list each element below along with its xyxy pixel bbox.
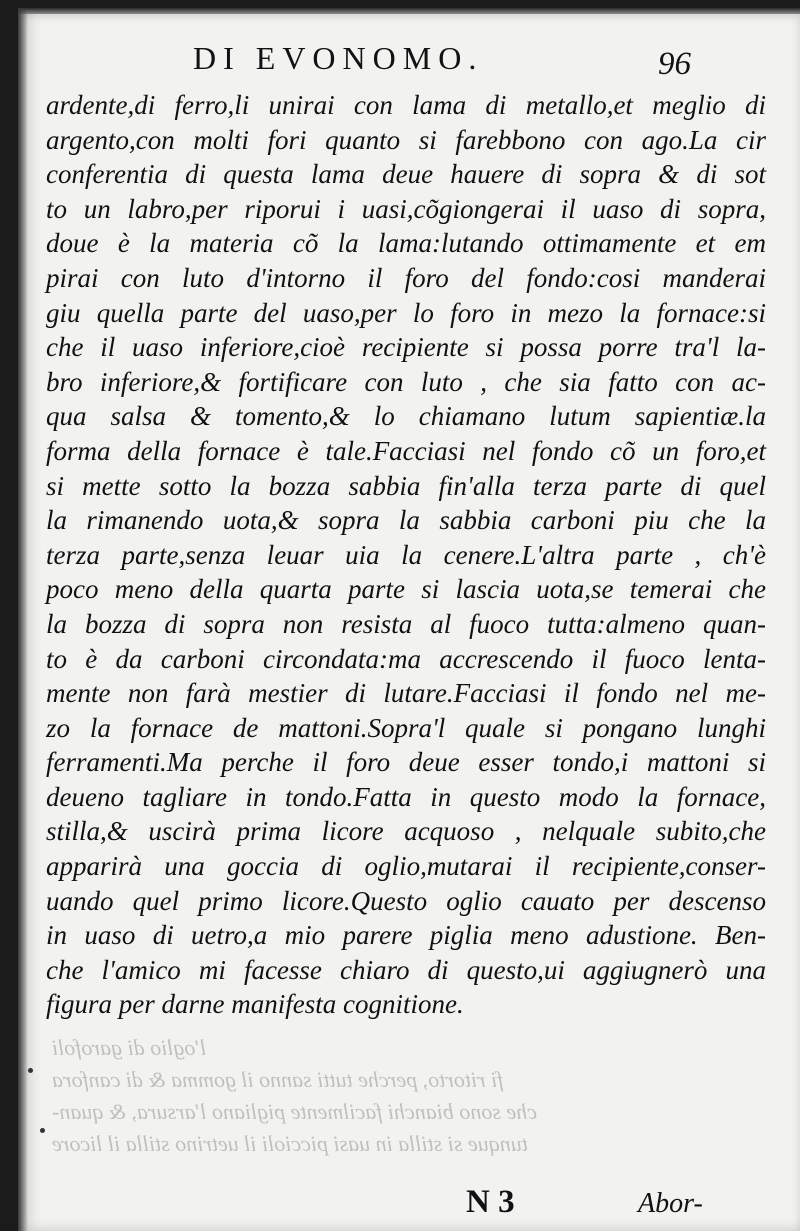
catchword: Abor- — [638, 1188, 703, 1219]
text-line: uando quel primo licore.Questo oglio cauato per descenso — [46, 885, 766, 916]
text-line: qua salsa & tomento,& lo chiamano lutum sapientiæ.la — [46, 401, 766, 432]
book-page — [18, 8, 800, 1231]
body-text — [46, 88, 766, 1022]
text-line: deueno tagliare in tondo.Fatta in questo modo la fornace, — [46, 781, 766, 812]
show-through-line: fi ritorto, perche tutti sanno il gomma & di canfora — [52, 1067, 504, 1092]
running-title: DI EVONOMO. — [193, 40, 484, 76]
text-line: che l'amico mi facesse chiaro di questo,ui aggiugnerò una — [46, 954, 766, 985]
signature-mark: N 3 — [466, 1184, 515, 1220]
text-line: giu quella parte del uaso,per lo foro in mezo la fornace:si — [46, 297, 766, 328]
show-through-line: l'oglio di garofoli — [52, 1035, 207, 1060]
text-line: in uaso di uetro,a mio parere piglia meno adustione. Ben- — [46, 920, 766, 951]
text-line: poco meno della quarta parte si lascia uota,se temerai che — [46, 574, 766, 605]
text-line: forma della fornace è tale.Facciasi nel fondo cõ un foro,et — [46, 435, 766, 466]
show-through-line: che sono bianchi facilmente pigliano l'arsura, & quan- — [52, 1099, 537, 1124]
text-line: zo la fornace de mattoni.Sopra'l quale si pongano lunghi — [46, 712, 766, 743]
text-line: to un labro,per riporui i uasi,cõgiongerai il uaso di sopra, — [46, 193, 766, 224]
text-line: ferramenti.Ma perche il foro deue esser tondo,i mattoni si — [46, 747, 766, 778]
page-top-shadow — [18, 8, 800, 14]
text-line: apparirà una goccia di oglio,mutarai il recipiente,conser- — [46, 851, 766, 882]
show-through-text — [52, 1032, 772, 1160]
text-line: la bozza di sopra non resista al fuoco tutta:almeno quan- — [46, 608, 766, 639]
text-line last-line: figura per darne manifesta cognitione. — [46, 989, 464, 1020]
text-line: doue è la materia cõ la lama:lutando ottimamente et em — [46, 228, 766, 259]
page-number: 96 — [658, 46, 691, 82]
text-line: pirai con luto d'intorno il foro del fondo:cosi manderai — [46, 262, 766, 293]
ink-speck — [28, 1068, 33, 1073]
ink-speck — [40, 1128, 45, 1133]
text-line: stilla,& uscirà prima licore acquoso , nelquale subito,che — [46, 816, 766, 847]
text-line: che il uaso inferiore,cioè recipiente si possa porre tra'l la- — [46, 332, 766, 363]
text-line: conferentia di questa lama deue hauere di sopra & di sot — [46, 159, 766, 190]
text-line: ardente,di ferro,li unirai con lama di metallo,et meglio di — [46, 90, 766, 120]
text-line: si mette sotto la bozza sabbia fin'alla terza parte di quel — [46, 470, 766, 501]
show-through-line: tunque si stilla in uasi piccioli il uetrino stilla il licore — [52, 1131, 528, 1156]
text-line: bro inferiore,& fortificare con luto , che sia fatto con ac- — [46, 366, 766, 397]
text-line: la rimanendo uota,& sopra la sabbia carboni piu che la — [46, 505, 766, 536]
text-line: to è da carboni circondata:ma accrescendo il fuoco lenta- — [46, 643, 766, 674]
text-line: argento,con molti fori quanto si farebbono con ago.La cir — [46, 124, 766, 155]
text-line: terza parte,senza leuar uia la cenere.L'altra parte , ch'è — [46, 539, 766, 570]
page-gutter-shadow — [18, 8, 28, 1231]
text-line: mente non farà mestier di lutare.Facciasi il fondo nel me- — [46, 678, 766, 709]
